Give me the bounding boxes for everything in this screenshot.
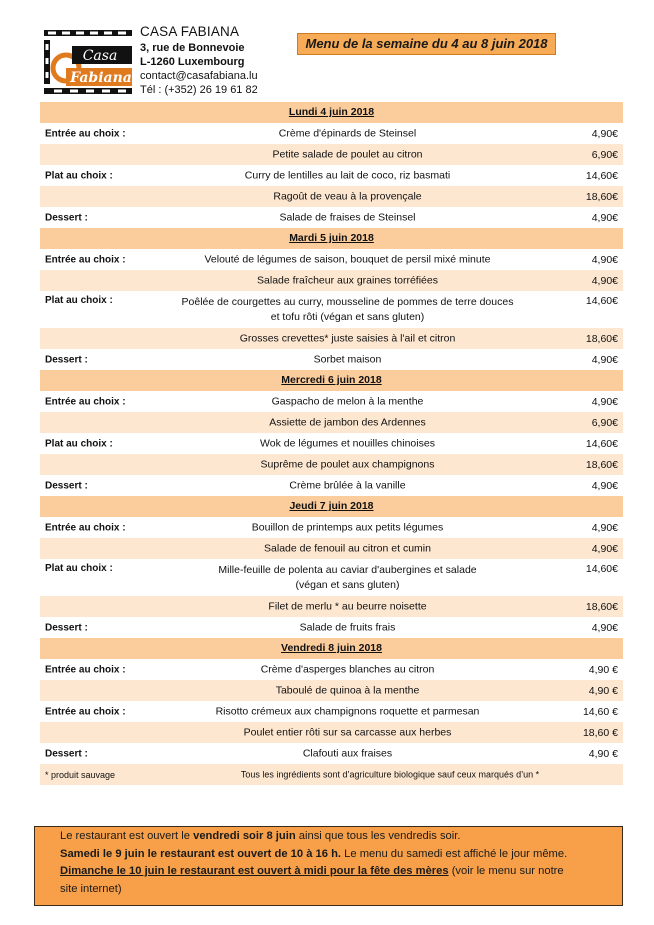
menu-row xyxy=(40,538,623,559)
menu-row xyxy=(40,144,623,165)
price: 4,90€ xyxy=(591,274,618,287)
contact-email[interactable]: contact@casafabiana.lu xyxy=(140,70,258,82)
menu-row xyxy=(40,349,623,370)
dish-line: Assiette de jambon des Ardennes xyxy=(269,416,426,428)
course-label: Dessert : xyxy=(45,480,88,491)
dish-name xyxy=(150,520,545,535)
footnote-wild-product: * produit sauvage xyxy=(45,769,116,780)
footnote-organic: Tous les ingrédients sont d’agriculture biologique sauf ceux marqués d’un * xyxy=(240,769,540,779)
dish-line: Mille-feuille de polenta au caviar d'aubergines et salade xyxy=(218,563,477,576)
dish-line: Ragoût de veau à la provençale xyxy=(273,190,422,202)
course-label: Plat au choix : xyxy=(45,563,113,574)
course-label: Entrée au choix : xyxy=(45,396,126,407)
dish-line: Wok de légumes et nouilles chinoises xyxy=(260,437,435,449)
course-label: Entrée au choix : xyxy=(45,128,126,139)
day-title: Mardi 5 juin 2018 xyxy=(289,232,374,244)
price: 4,90 € xyxy=(588,663,618,676)
course-label: Entrée au choix : xyxy=(45,664,126,675)
dish-name xyxy=(150,662,545,677)
day-title: Vendredi 8 juin 2018 xyxy=(281,642,382,654)
dish-line: Poêlée de courgettes au curry, mousseline de pommes de terre douces xyxy=(181,295,514,308)
dish-name xyxy=(150,746,545,761)
dish-name xyxy=(150,295,545,325)
course-label: Plat au choix : xyxy=(45,438,113,449)
menu-row xyxy=(40,165,623,186)
dish-line: Risotto crémeux aux champignons roquette et parmesan xyxy=(215,705,480,717)
dish-line: Salade de fruits frais xyxy=(299,621,396,633)
course-label: Dessert : xyxy=(45,748,88,759)
price: 18,60€ xyxy=(585,600,618,613)
dish-line: (végan et sans gluten) xyxy=(295,578,400,591)
menu-row xyxy=(40,270,623,291)
menu-row xyxy=(40,722,623,743)
day-title: Mercredi 6 juin 2018 xyxy=(281,374,382,386)
menu-row xyxy=(40,454,623,475)
dish-line: Suprême de poulet aux champignons xyxy=(260,458,435,470)
dish-name xyxy=(150,563,545,593)
weekly-menu-table xyxy=(40,102,623,785)
price: 4,90 € xyxy=(588,684,618,697)
logo-text-fabiana: Fabiana xyxy=(70,70,132,86)
dish-line: Crème d'épinards de Steinsel xyxy=(278,127,417,139)
day-title: Jeudi 7 juin 2018 xyxy=(289,500,374,512)
dish-name xyxy=(150,189,545,204)
contact-phone: Tél : (+352) 26 19 61 82 xyxy=(140,84,258,96)
dish-line: Salade de fenouil au citron et cumin xyxy=(264,542,431,554)
course-label: Entrée au choix : xyxy=(45,254,126,265)
menu-row xyxy=(40,743,623,764)
course-label: Dessert : xyxy=(45,212,88,223)
menu-row xyxy=(40,659,623,680)
dish-line: Velouté de légumes de saison, bouquet de persil mixé minute xyxy=(204,253,491,265)
menu-row xyxy=(40,328,623,349)
dish-line: Gaspacho de melon à la menthe xyxy=(271,395,424,407)
dish-line: Crème d'asperges blanches au citron xyxy=(260,663,435,675)
course-label: Entrée au choix : xyxy=(45,706,126,717)
price: 18,60€ xyxy=(585,458,618,471)
menu-row xyxy=(40,391,623,412)
price: 18,60 € xyxy=(582,726,618,739)
dish-line: Curry de lentilles au lait de coco, riz basmati xyxy=(244,169,451,181)
opening-hours-notice xyxy=(34,826,623,906)
price: 4,90€ xyxy=(591,521,618,534)
dish-name xyxy=(150,457,545,472)
price: 4,90€ xyxy=(591,395,618,408)
menu-row xyxy=(40,617,623,638)
dish-name xyxy=(150,478,545,493)
day-header xyxy=(40,102,623,123)
week-menu-title: Menu de la semaine du 4 au 8 juin 2018 xyxy=(297,33,556,55)
dish-line: Salade de fraises de Steinsel xyxy=(279,211,416,223)
course-label: Plat au choix : xyxy=(45,170,113,181)
menu-row xyxy=(40,475,623,496)
restaurant-name: CASA FABIANA xyxy=(140,24,240,39)
price: 14,60€ xyxy=(585,563,618,575)
dish-name xyxy=(150,147,545,162)
dish-name xyxy=(150,599,545,614)
logo-text-casa: Casa xyxy=(82,48,118,64)
dish-line: Sorbet maison xyxy=(313,353,382,365)
letterhead xyxy=(0,0,654,100)
dish-line: Grosses crevettes* juste saisies à l'ail et citron xyxy=(239,332,456,344)
dish-name xyxy=(150,210,545,225)
dish-name xyxy=(150,252,545,267)
dish-line: Bouillon de printemps aux petits légumes xyxy=(251,521,444,533)
day-header xyxy=(40,228,623,249)
course-label: Plat au choix : xyxy=(45,295,113,306)
dish-line: Crème brûlée à la vanille xyxy=(289,479,406,491)
price: 18,60€ xyxy=(585,332,618,345)
menu-row xyxy=(40,123,623,144)
notice-line-3: Dimanche le 10 juin le restaurant est ouvert à midi pour la fête des mères (voir le menu sur notre xyxy=(60,865,564,877)
price: 4,90€ xyxy=(591,621,618,634)
notice-line-1: Le restaurant est ouvert le vendredi soir 8 juin ainsi que tous les vendredis soir. xyxy=(60,830,461,842)
course-label: Dessert : xyxy=(45,354,88,365)
menu-row xyxy=(40,680,623,701)
course-label: Dessert : xyxy=(45,622,88,633)
menu-row xyxy=(40,412,623,433)
price: 6,90€ xyxy=(591,148,618,161)
dish-name xyxy=(150,273,545,288)
price: 4,90€ xyxy=(591,253,618,266)
menu-row xyxy=(40,596,623,617)
dish-line: Clafouti aux fraises xyxy=(302,747,393,759)
menu-row xyxy=(40,249,623,270)
price: 14,60 € xyxy=(582,705,618,718)
menu-row xyxy=(40,701,623,722)
dish-line: et tofu rôti (végan et sans gluten) xyxy=(270,310,425,323)
day-header xyxy=(40,496,623,517)
day-title: Lundi 4 juin 2018 xyxy=(288,106,375,118)
price: 4,90€ xyxy=(591,127,618,140)
price: 4,90€ xyxy=(591,542,618,555)
footnote-row xyxy=(40,764,623,785)
price: 14,60€ xyxy=(585,295,618,307)
price: 4,90€ xyxy=(591,479,618,492)
dish-line: Taboulé de quinoa à la menthe xyxy=(275,684,420,696)
dish-line: Petite salade de poulet au citron xyxy=(272,148,423,160)
casa-fabiana-logo xyxy=(44,30,132,94)
price: 14,60€ xyxy=(585,169,618,182)
dish-name xyxy=(150,415,545,430)
dish-name xyxy=(150,541,545,556)
dish-name xyxy=(150,168,545,183)
menu-row xyxy=(40,207,623,228)
price: 18,60€ xyxy=(585,190,618,203)
dish-line: Poulet entier rôti sur sa carcasse aux herbes xyxy=(243,726,452,738)
dish-name xyxy=(150,683,545,698)
dish-name xyxy=(150,725,545,740)
price: 4,90€ xyxy=(591,353,618,366)
dish-name xyxy=(150,704,545,719)
menu-row xyxy=(40,433,623,454)
address-street: 3, rue de Bonnevoie xyxy=(140,42,245,54)
notice-line-4: site internet) xyxy=(60,882,122,895)
menu-row xyxy=(40,517,623,538)
menu-row xyxy=(40,186,623,207)
notice-line-2: Samedi le 9 juin le restaurant est ouvert de 10 à 16 h. Le menu du samedi est affiché le jour même. xyxy=(60,847,568,860)
dish-name xyxy=(150,352,545,367)
dish-line: Filet de merlu * au beurre noisette xyxy=(268,600,427,612)
dish-name xyxy=(150,126,545,141)
price: 14,60€ xyxy=(585,437,618,450)
dish-line: Salade fraîcheur aux graines torréfiées xyxy=(257,274,438,286)
menu-row xyxy=(40,291,623,328)
dish-name xyxy=(150,331,545,346)
price: 6,90€ xyxy=(591,416,618,429)
day-header xyxy=(40,638,623,659)
dish-name xyxy=(150,394,545,409)
address-city: L-1260 Luxembourg xyxy=(140,56,245,68)
price: 4,90 € xyxy=(588,747,618,760)
course-label: Entrée au choix : xyxy=(45,522,126,533)
dish-name xyxy=(150,620,545,635)
day-header xyxy=(40,370,623,391)
price: 4,90€ xyxy=(591,211,618,224)
dish-name xyxy=(150,436,545,451)
menu-row xyxy=(40,559,623,596)
